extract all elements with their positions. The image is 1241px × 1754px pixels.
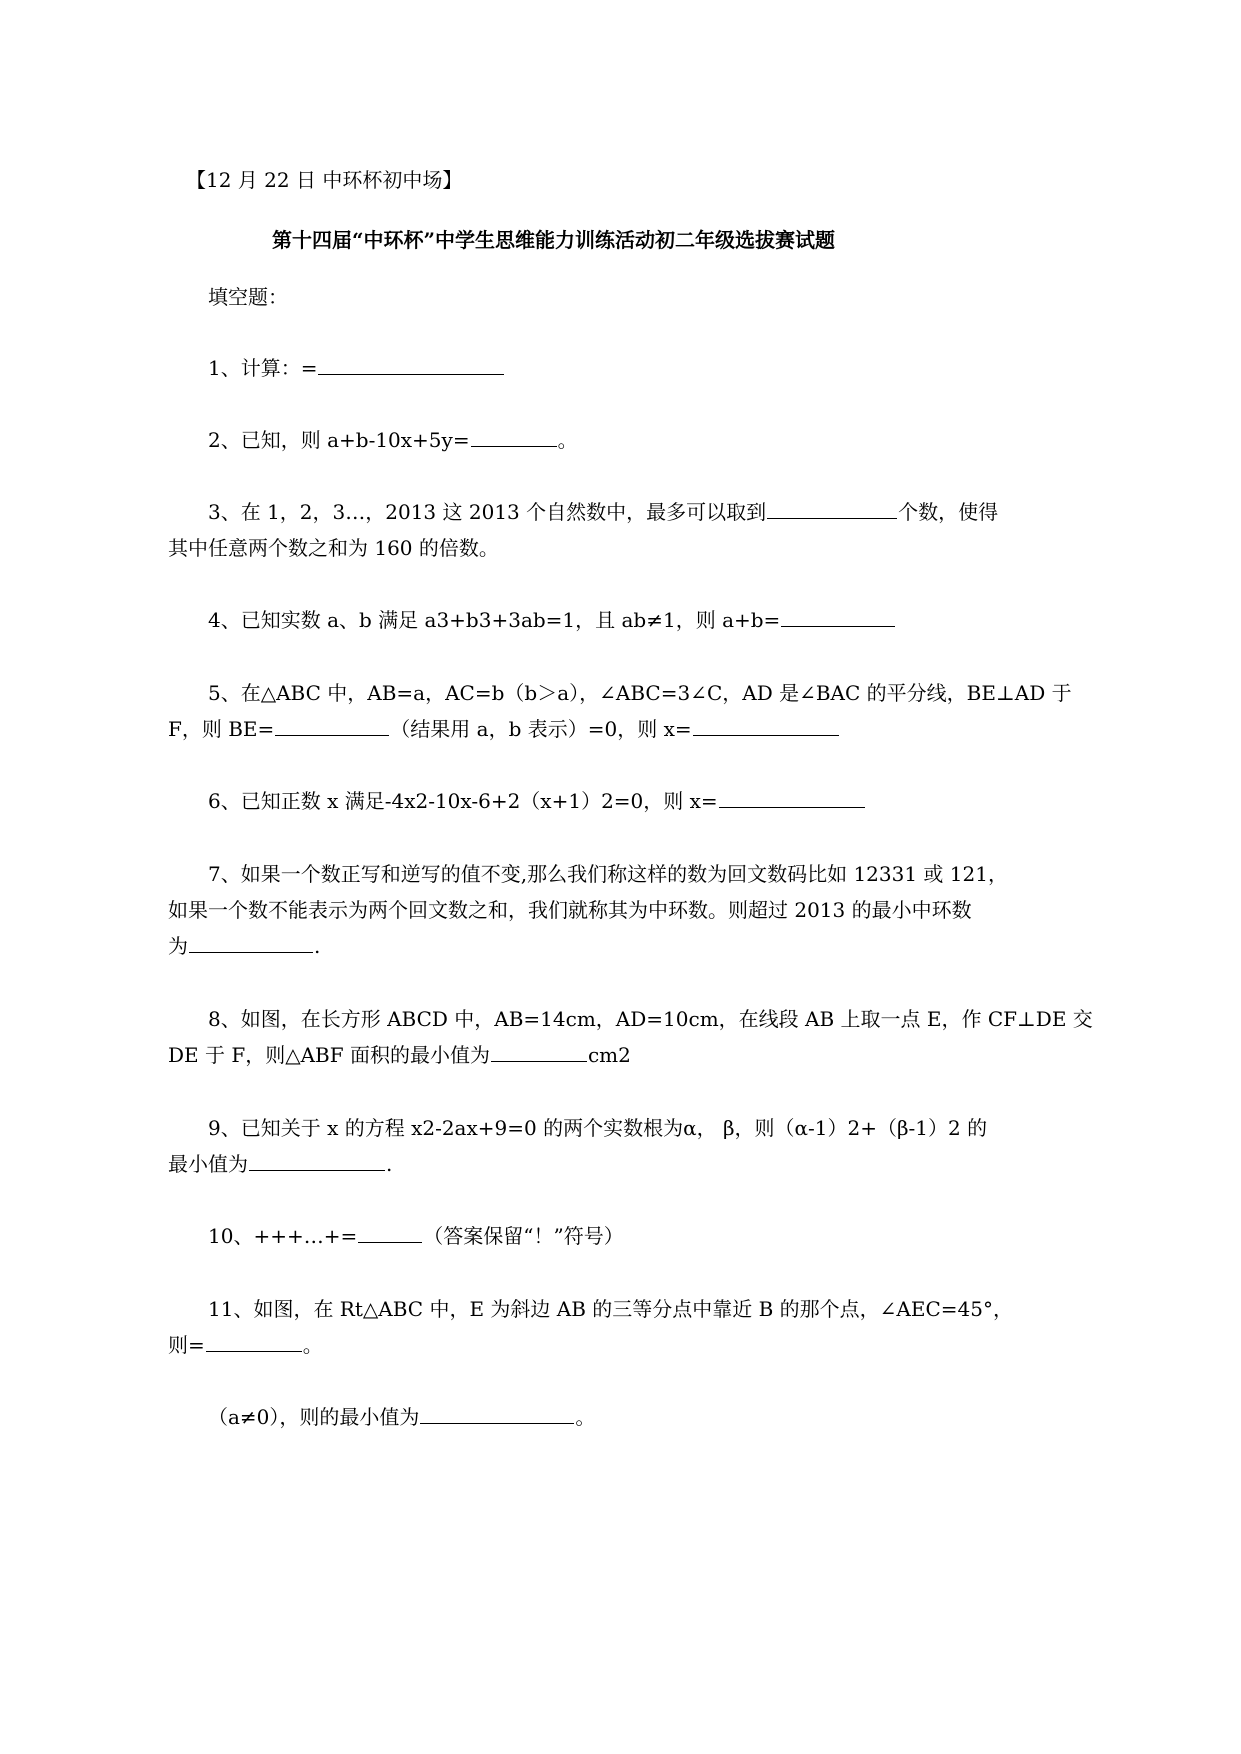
answer-blank	[249, 1153, 385, 1171]
page-title: 第十四届“中环杯”中学生思维能力训练活动初二年级选拔赛试题	[272, 228, 836, 252]
question-9-line-1	[208, 1116, 987, 1140]
answer-blank	[318, 357, 504, 375]
question-text: 8、如图，在长方形 ABCD 中，AB=14cm，AD=10cm，在线段 AB 上取一点 E，作 CF⊥DE 交	[208, 1007, 1093, 1031]
question-text-after: .	[386, 1152, 393, 1176]
question-11-line-1	[208, 1297, 1013, 1321]
question-text: 7、如果一个数正写和逆写的值不变,那么我们称这样的数为回文数码比如 12331 或 121，	[208, 862, 1008, 886]
question-5-line-2	[168, 717, 840, 741]
question-text-after: 。	[575, 1405, 596, 1429]
question-6	[208, 789, 866, 813]
question-text: F，则 BE=	[168, 717, 275, 741]
answer-blank	[693, 718, 839, 736]
question-9-line-2	[168, 1152, 392, 1176]
question-7-line-3	[168, 934, 320, 958]
question-3-line-1	[208, 500, 998, 524]
question-text: 1、计算：=	[208, 356, 318, 380]
question-text-after: .	[314, 934, 321, 958]
question-text: 3、在 1，2，3…，2013 这 2013 个自然数中，最多可以取到	[208, 500, 767, 524]
question-text: 9、已知关于 x 的方程 x2-2ax+9=0 的两个实数根为α， β，则（α-1）2+（β-1）2 的	[208, 1116, 988, 1140]
answer-blank	[767, 501, 897, 519]
question-text: DE 于 F，则△ABF 面积的最小值为	[168, 1043, 490, 1067]
question-text-after: （答案保留“！”符号）	[423, 1224, 624, 1248]
question-3-line-2	[168, 536, 499, 560]
question-text: 其中任意两个数之和为 160 的倍数。	[168, 536, 499, 560]
answer-blank	[491, 1044, 587, 1062]
question-1	[208, 356, 505, 380]
answer-blank	[781, 609, 895, 627]
question-10	[208, 1224, 624, 1248]
question-4	[208, 608, 896, 632]
question-text: 11、如图，在 Rt△ABC 中，E 为斜边 AB 的三等分点中靠近 B 的那个点，∠AEC=45°，	[208, 1297, 1013, 1321]
question-text-after: 。	[557, 428, 578, 452]
answer-blank	[471, 429, 557, 447]
question-text-after: 个数，使得	[898, 500, 999, 524]
question-11-line-2	[168, 1333, 323, 1357]
question-text: 2、已知，则 a+b-10x+5y=	[208, 428, 470, 452]
answer-blank	[189, 935, 313, 953]
question-text: 最小值为	[168, 1152, 248, 1176]
question-text-after: 。	[302, 1333, 323, 1357]
answer-blank	[206, 1334, 302, 1352]
answer-blank	[358, 1225, 422, 1243]
question-text-after: （结果用 a，b 表示）=0，则 x=	[390, 717, 692, 741]
answer-blank	[719, 790, 865, 808]
question-8-line-1	[208, 1007, 1093, 1031]
question-text: 6、已知正数 x 满足-4x2-10x-6+2（x+1）2=0，则 x=	[208, 789, 718, 813]
answer-blank	[275, 718, 389, 736]
question-text: 5、在△ABC 中，AB=a，AC=b（b＞a），∠ABC=3∠C，AD 是∠BAC 的平分线，BE⊥AD 于	[208, 681, 1072, 705]
question-8-line-2	[168, 1043, 631, 1067]
question-text: 为	[168, 934, 188, 958]
question-12	[208, 1405, 595, 1429]
question-text: 4、已知实数 a、b 满足 a3+b3+3ab=1，且 ab≠1，则 a+b=	[208, 608, 781, 632]
question-7-line-1	[208, 862, 1008, 886]
question-text: 则=	[168, 1333, 205, 1357]
date-tag: 【12 月 22 日 中环杯初中场】	[186, 168, 463, 192]
question-text: 10、+++…+=	[208, 1224, 358, 1248]
section-label: 填空题：	[208, 285, 288, 309]
question-text-after: cm2	[587, 1043, 631, 1067]
question-text: 如果一个数不能表示为两个回文数之和，我们就称其为中环数。则超过 2013 的最小中环数	[168, 898, 972, 922]
question-text: （a≠0），则的最小值为	[208, 1405, 420, 1429]
answer-blank	[420, 1406, 574, 1424]
question-2	[208, 428, 578, 452]
question-7-line-2	[168, 898, 972, 922]
question-5-line-1	[208, 681, 1072, 705]
